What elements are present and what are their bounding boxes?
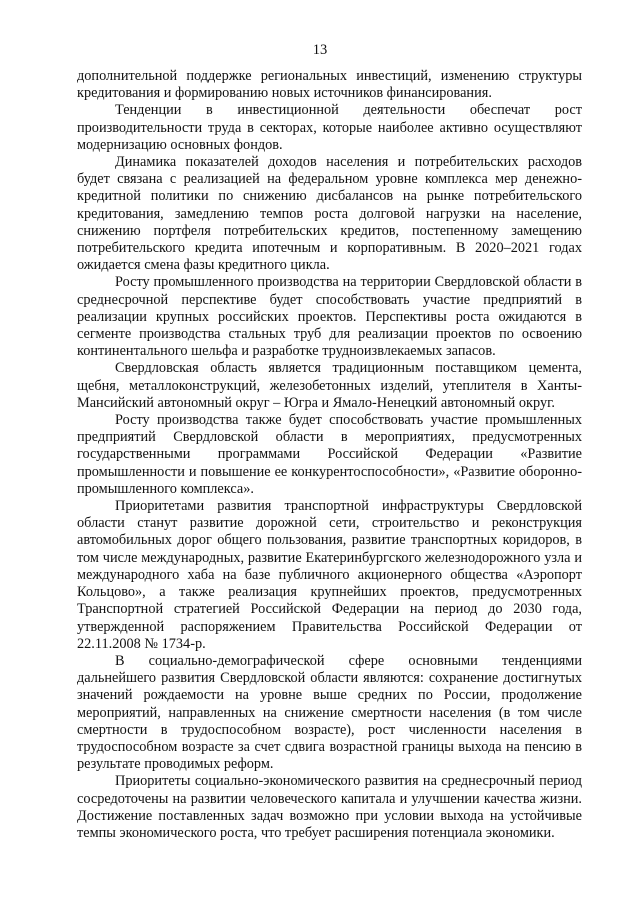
paragraph: дополнительной поддержке региональных инвестиций, изменению структуры кредитования и формированию новых источников финансирования. [77,68,582,102]
page-number: 13 [312,42,328,58]
paragraph: Динамика показателей доходов населения и потребительских расходов будет связана с реализацией на федеральном уровне комплекса мер денежно-кредитной политики по снижению дисбалансов на рынке потребительского кредитования, замедлению темпов роста долговой нагрузки на население, снижению портфеля потребительских кредитов, постепенному замещению потребительского кредита ипотечным и корпоративным. В 2020–2021 годах ожидается смена фазы кредитного цикла. [77,154,582,274]
paragraph: Свердловская область является традиционным поставщиком цемента, щебня, металлоконструкций, железобетонных изделий, утеплителя в Ханты-Мансийский автономный округ – Югра и Ямало-Ненецкий автономный округ. [77,360,582,411]
paragraph: Росту производства также будет способствовать участие промышленных предприятий Свердловской области в мероприятиях, предусмотренных государственными программами Российской Федерации «Развитие промышленности и повышение ее конкурентоспособности», «Развитие оборонно-промышленного комплекса». [77,412,582,497]
paragraph: Приоритетами развития транспортной инфраструктуры Свердловской области станут развитие дорожной сети, строительство и реконструкция автомобильных дорог общего пользования, развитие транспортных коридоров, в том числе международных, развитие Екатеринбургского железнодорожного узла и международного хаба на базе публичного акционерного общества «Аэропорт Кольцово», а также реализация крупнейших проектов, предусмотренных Транспортной стратегией Российской Федерации на период до 2030 года, утвержденной распоряжением Правительства Российской Федерации от 22.11.2008 № 1734-р. [77,498,582,652]
paragraph: Росту промышленного производства на территории Свердловской области в среднесрочной перспективе будет способствовать участие предприятий в реализации крупных российских проектов. Перспективы роста ожидаются в сегменте производства стальных труб для реализации проектов по освоению континентального шельфа и разработке трудноизвлекаемых запасов. [77,274,582,360]
paragraph: Тенденции в инвестиционной деятельности обеспечат рост производительности труда в секторах, которые наиболее активно осуществляют модернизацию основных фондов. [77,102,582,153]
paragraph: В социально-демографической сфере основными тенденциями дальнейшего развития Свердловской области являются: сохранение достигнутых значений рождаемости на уровне выше средних по России, продолжение мероприятий, направленных на снижение смертности населения (в том числе смертности в трудоспособном возрасте), рост численности населения в трудоспособном возрасте за счет сдвига возрастной границы выхода на пенсию в результате проводимых реформ. [77,652,582,773]
paragraph: Приоритеты социально-экономического развития на среднесрочный период сосредоточены на развитии человеческого капитала и улучшении качества жизни. Достижение поставленных задач возможно при условии выхода на устойчивые темпы экономического роста, что требует расширения потенциала экономики. [77,773,582,841]
document-body [77,68,582,842]
